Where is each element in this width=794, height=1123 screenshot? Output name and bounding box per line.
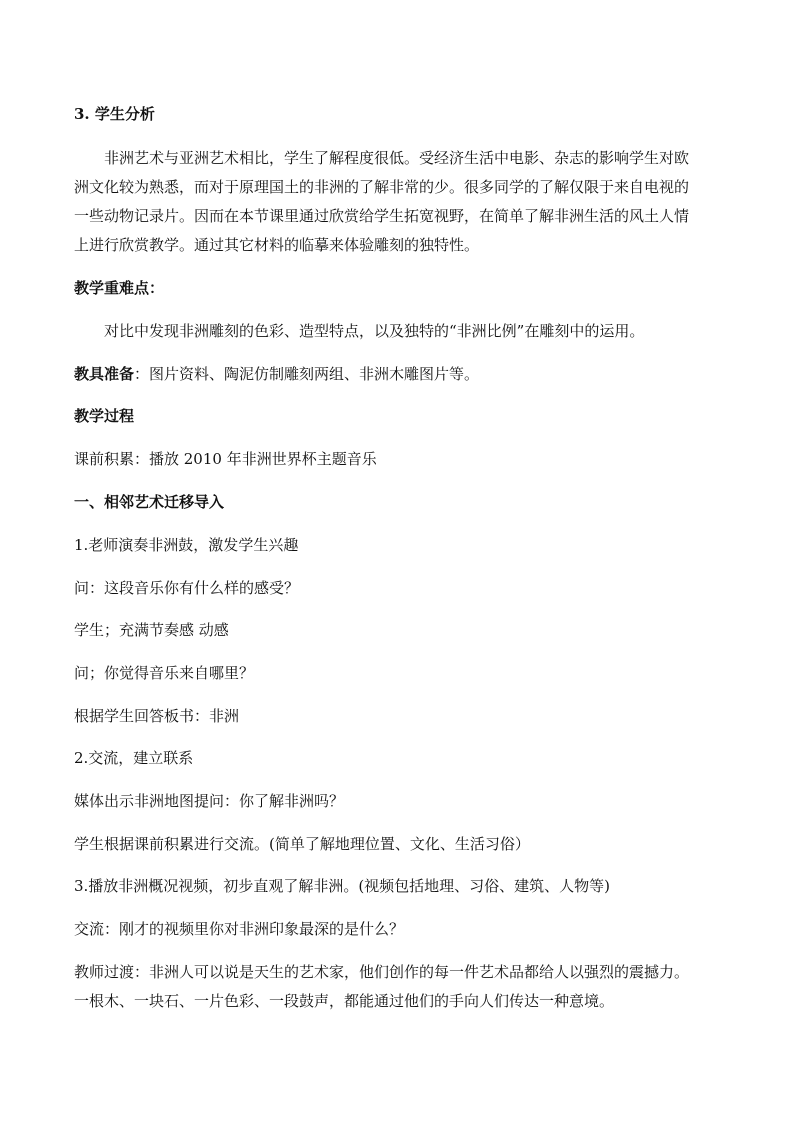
pre-class-line: 课前积累：播放 2010 年非洲世界杯主题音乐 bbox=[74, 450, 377, 468]
paragraph-line: 非洲艺术与亚洲艺术相比，学生了解程度很低。受经济生活中电影、杂志的影响学生对欧 bbox=[104, 149, 690, 167]
transition-line: 一根木、一块石、一片色彩、一段鼓声，都能通过他们的手向人们传达一种意境。 bbox=[74, 992, 615, 1010]
materials-text: ：图片资料、陶泥仿制雕刻两组、非洲木雕图片等。 bbox=[134, 365, 480, 383]
materials-label: 教具准备 bbox=[74, 365, 135, 383]
process-line: 问；你觉得音乐来自哪里？ bbox=[74, 664, 255, 682]
materials-line bbox=[74, 364, 734, 384]
process-line: 媒体出示非洲地图提问：你了解非洲吗？ bbox=[74, 792, 345, 810]
process-line: 1.老师演奏非洲鼓，激发学生兴趣 bbox=[74, 536, 299, 554]
paragraph-line: 洲文化较为熟悉，而对于原理国土的非洲的了解非常的少。很多同学的了解仅限于来自电视的 bbox=[74, 178, 690, 196]
process-line: 学生根据课前积累进行交流。(简单了解地理位置、文化、生活习俗） bbox=[74, 835, 530, 853]
process-line: 学生；充满节奏感 动感 bbox=[74, 621, 229, 639]
process-line: 问：这段音乐你有什么样的感受？ bbox=[74, 579, 300, 597]
paragraph-line: 一些动物记录片。因而在本节课里通过欣赏给学生拓宽视野，在简单了解非洲生活的风土人情 bbox=[74, 207, 690, 225]
process-line: 交流：刚才的视频里你对非洲印象最深的是什么？ bbox=[74, 920, 405, 938]
process-line: 2.交流，建立联系 bbox=[74, 749, 194, 767]
transition-line: 教师过渡：非洲人可以说是天生的艺术家，他们创作的每一件艺术品都给人以强烈的震撼力。 bbox=[74, 963, 690, 981]
paragraph-line: 上进行欣赏教学。通过其它材料的临摹来体验雕刻的独特性。 bbox=[74, 236, 480, 254]
key-points-heading: 教学重难点： bbox=[74, 279, 165, 297]
part-one-heading: 一、相邻艺术迁移导入 bbox=[74, 493, 225, 511]
section-heading-student-analysis: 3. 学生分析 bbox=[74, 105, 155, 123]
key-points-text: 对比中发现非洲雕刻的色彩、造型特点，以及独特的“非洲比例”在雕刻中的运用。 bbox=[104, 322, 645, 340]
process-line: 3.播放非洲概况视频，初步直观了解非洲。(视频包括地理、习俗、建筑、人物等) bbox=[74, 877, 611, 895]
process-heading: 教学过程 bbox=[74, 407, 135, 425]
process-line: 根据学生回答板书：非洲 bbox=[74, 707, 240, 725]
